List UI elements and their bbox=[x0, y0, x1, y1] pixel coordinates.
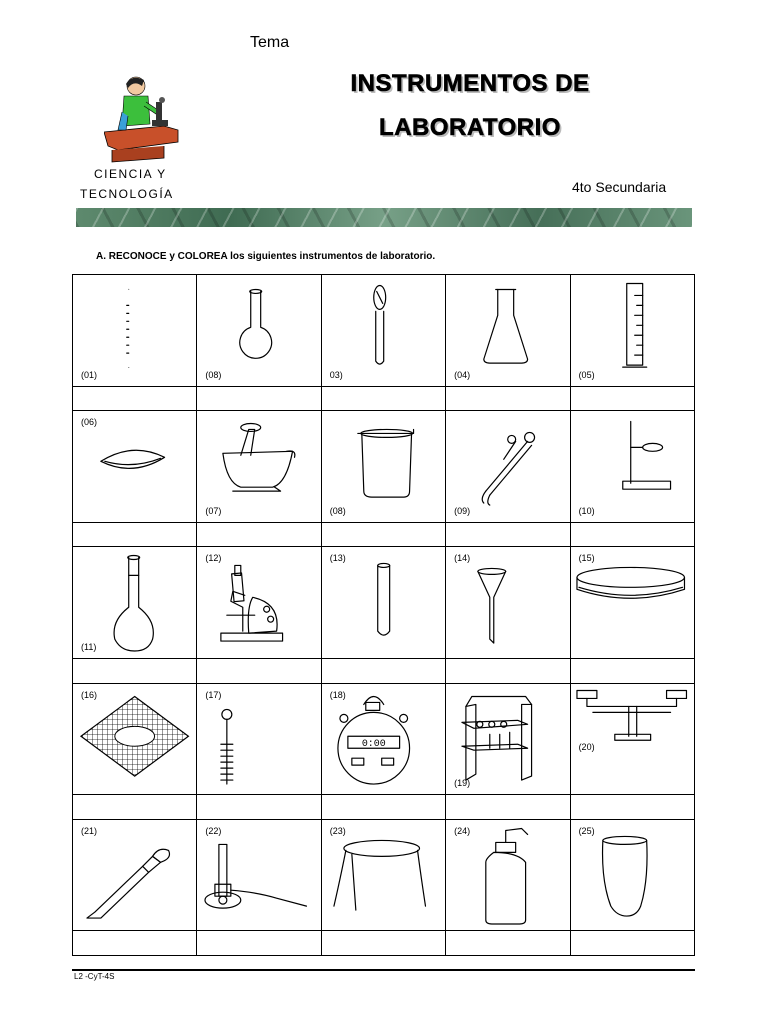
instrument-cell bbox=[446, 547, 570, 659]
instrument-cell-box bbox=[571, 411, 694, 522]
instrument-cell-box bbox=[446, 684, 569, 795]
marble-banner bbox=[76, 208, 692, 227]
subject-line2: TECNOLOGÍA bbox=[80, 187, 174, 201]
answer-cell[interactable] bbox=[321, 522, 445, 547]
instrument-row bbox=[73, 411, 695, 523]
instrument-cell bbox=[321, 411, 445, 523]
instrument-cell bbox=[446, 683, 570, 795]
instrument-cell bbox=[446, 819, 570, 931]
instrument-cell-box bbox=[73, 684, 196, 795]
answer-row bbox=[73, 386, 695, 411]
tema-label: Tema bbox=[250, 34, 290, 51]
footer-rule bbox=[72, 969, 695, 971]
instrument-cell-box bbox=[446, 547, 569, 658]
instrument-number: (15) bbox=[578, 553, 595, 564]
instrument-number: (08) bbox=[205, 369, 222, 380]
instrument-cell-box bbox=[322, 275, 445, 386]
instrument-cell-box bbox=[322, 684, 445, 795]
stopwatch-icon bbox=[322, 684, 445, 795]
petri-dish-icon bbox=[571, 547, 694, 658]
instrument-row bbox=[73, 275, 695, 387]
answer-cell[interactable] bbox=[73, 795, 197, 820]
answer-cell[interactable] bbox=[446, 931, 570, 956]
instrument-cell bbox=[197, 275, 321, 387]
instrument-cell-box bbox=[571, 684, 694, 795]
answer-cell[interactable] bbox=[73, 931, 197, 956]
instrument-cell bbox=[73, 683, 197, 795]
instrument-cell bbox=[570, 411, 694, 523]
page-title-line1: INSTRUMENTOS DE bbox=[350, 70, 590, 97]
answer-cell[interactable] bbox=[197, 522, 321, 547]
answer-row bbox=[73, 522, 695, 547]
instrument-row bbox=[73, 683, 695, 795]
subject-line1: CIENCIA Y bbox=[94, 167, 167, 181]
instrument-cell-box bbox=[571, 547, 694, 658]
answer-cell[interactable] bbox=[321, 795, 445, 820]
grade-label: 4to Secundaria bbox=[572, 179, 667, 195]
answer-row bbox=[73, 931, 695, 956]
instrument-number: (08) bbox=[329, 505, 346, 516]
instrument-cell bbox=[197, 683, 321, 795]
instrument-number: (11) bbox=[81, 641, 97, 652]
instrument-cell-box bbox=[571, 275, 694, 386]
instrument-cell-box bbox=[322, 820, 445, 931]
instrument-cell bbox=[446, 275, 570, 387]
answer-cell[interactable] bbox=[197, 658, 321, 683]
instrument-number: (07) bbox=[205, 505, 222, 516]
instrument-cell bbox=[197, 547, 321, 659]
instrument-cell-box bbox=[73, 411, 196, 522]
instrument-number: (06) bbox=[81, 417, 98, 428]
instrument-number: (20) bbox=[578, 741, 595, 752]
instrument-cell bbox=[570, 547, 694, 659]
wash-bottle-icon bbox=[446, 820, 569, 931]
instrument-cell bbox=[197, 411, 321, 523]
instrument-number: (13) bbox=[329, 553, 346, 564]
instrument-number: (22) bbox=[205, 825, 222, 836]
instrument-cell bbox=[570, 683, 694, 795]
answer-cell[interactable] bbox=[321, 386, 445, 411]
burette-clamp-icon bbox=[571, 684, 694, 795]
instrument-cell-box bbox=[322, 547, 445, 658]
instrument-number: (14) bbox=[454, 553, 471, 564]
answer-cell[interactable] bbox=[197, 386, 321, 411]
answer-cell[interactable] bbox=[570, 658, 694, 683]
answer-cell[interactable] bbox=[570, 795, 694, 820]
instrument-cell bbox=[321, 275, 445, 387]
answer-cell[interactable] bbox=[73, 386, 197, 411]
instrument-cell bbox=[570, 819, 694, 931]
instrument-number: (10) bbox=[578, 505, 595, 516]
instrument-number: (16) bbox=[81, 689, 98, 700]
svg-text:0:00: 0:00 bbox=[361, 737, 386, 749]
instrument-number: (09) bbox=[454, 505, 471, 516]
answer-cell[interactable] bbox=[570, 931, 694, 956]
instrument-cell-box bbox=[446, 411, 569, 522]
instrument-cell bbox=[321, 547, 445, 659]
instrument-number: (01) bbox=[81, 369, 98, 380]
answer-cell[interactable] bbox=[321, 658, 445, 683]
footer-code: L2 -CyT-4S bbox=[74, 972, 115, 981]
answer-cell[interactable] bbox=[570, 522, 694, 547]
bunsen-burner-icon bbox=[197, 820, 320, 931]
test-tube-icon bbox=[322, 547, 445, 658]
instrument-row bbox=[73, 547, 695, 659]
answer-cell[interactable] bbox=[446, 386, 570, 411]
instrument-cell-box bbox=[446, 820, 569, 931]
answer-cell[interactable] bbox=[446, 658, 570, 683]
instrument-cell-box bbox=[197, 684, 320, 795]
instrument-cell bbox=[197, 819, 321, 931]
instrument-number: (18) bbox=[329, 689, 346, 700]
answer-row bbox=[73, 658, 695, 683]
instrument-number: (05) bbox=[578, 369, 595, 380]
instrument-number: (21) bbox=[81, 825, 98, 836]
instrument-cell-box bbox=[73, 820, 196, 931]
instrument-number: (04) bbox=[454, 369, 471, 380]
instrument-cell-box bbox=[197, 820, 320, 931]
glass-vase-icon bbox=[571, 820, 694, 931]
instrument-cell bbox=[73, 411, 197, 523]
test-tube-brush-icon bbox=[197, 684, 320, 795]
instrument-grid bbox=[72, 274, 695, 956]
instrument-number: 03) bbox=[329, 369, 343, 380]
instrument-number: (19) bbox=[454, 778, 471, 789]
instrument-cell-box bbox=[197, 411, 320, 522]
answer-cell[interactable] bbox=[446, 795, 570, 820]
instrument-cell bbox=[73, 819, 197, 931]
microscope-icon bbox=[197, 547, 320, 658]
instrument-cell-box bbox=[322, 411, 445, 522]
page-title-line2: LABORATORIO bbox=[379, 114, 561, 141]
instrument-number: (23) bbox=[329, 825, 346, 836]
dropper-icon bbox=[73, 820, 196, 931]
answer-cell[interactable] bbox=[570, 386, 694, 411]
instrument-cell bbox=[321, 683, 445, 795]
answer-cell[interactable] bbox=[197, 931, 321, 956]
instrument-number: (12) bbox=[205, 553, 222, 564]
instrument-cell-box bbox=[73, 275, 196, 386]
instrument-cell bbox=[321, 819, 445, 931]
funnel-icon bbox=[446, 547, 569, 658]
instrument-cell-box bbox=[197, 275, 320, 386]
instrument-cell-box bbox=[73, 547, 196, 658]
instruction-text: A. RECONOCE y COLOREA los siguientes instrumentos de laboratorio. bbox=[96, 251, 436, 262]
instrument-cell bbox=[570, 275, 694, 387]
tripod-icon bbox=[322, 820, 445, 931]
instrument-number: (17) bbox=[205, 689, 222, 700]
answer-cell[interactable] bbox=[446, 522, 570, 547]
instrument-cell bbox=[73, 275, 197, 387]
answer-cell[interactable] bbox=[73, 658, 197, 683]
instrument-cell-box bbox=[446, 275, 569, 386]
instrument-number: (25) bbox=[578, 825, 595, 836]
answer-cell[interactable] bbox=[321, 931, 445, 956]
student-microscope-icon bbox=[104, 72, 182, 164]
instrument-cell bbox=[446, 411, 570, 523]
watch-glass-icon bbox=[73, 411, 196, 522]
instrument-cell-box bbox=[571, 820, 694, 931]
answer-cell[interactable] bbox=[73, 522, 197, 547]
answer-cell[interactable] bbox=[197, 795, 321, 820]
wire-gauze-icon bbox=[73, 684, 196, 795]
instrument-row bbox=[73, 819, 695, 931]
instrument-cell-box bbox=[197, 547, 320, 658]
instrument-number: (24) bbox=[454, 825, 471, 836]
instrument-cell bbox=[73, 547, 197, 659]
answer-row bbox=[73, 795, 695, 820]
